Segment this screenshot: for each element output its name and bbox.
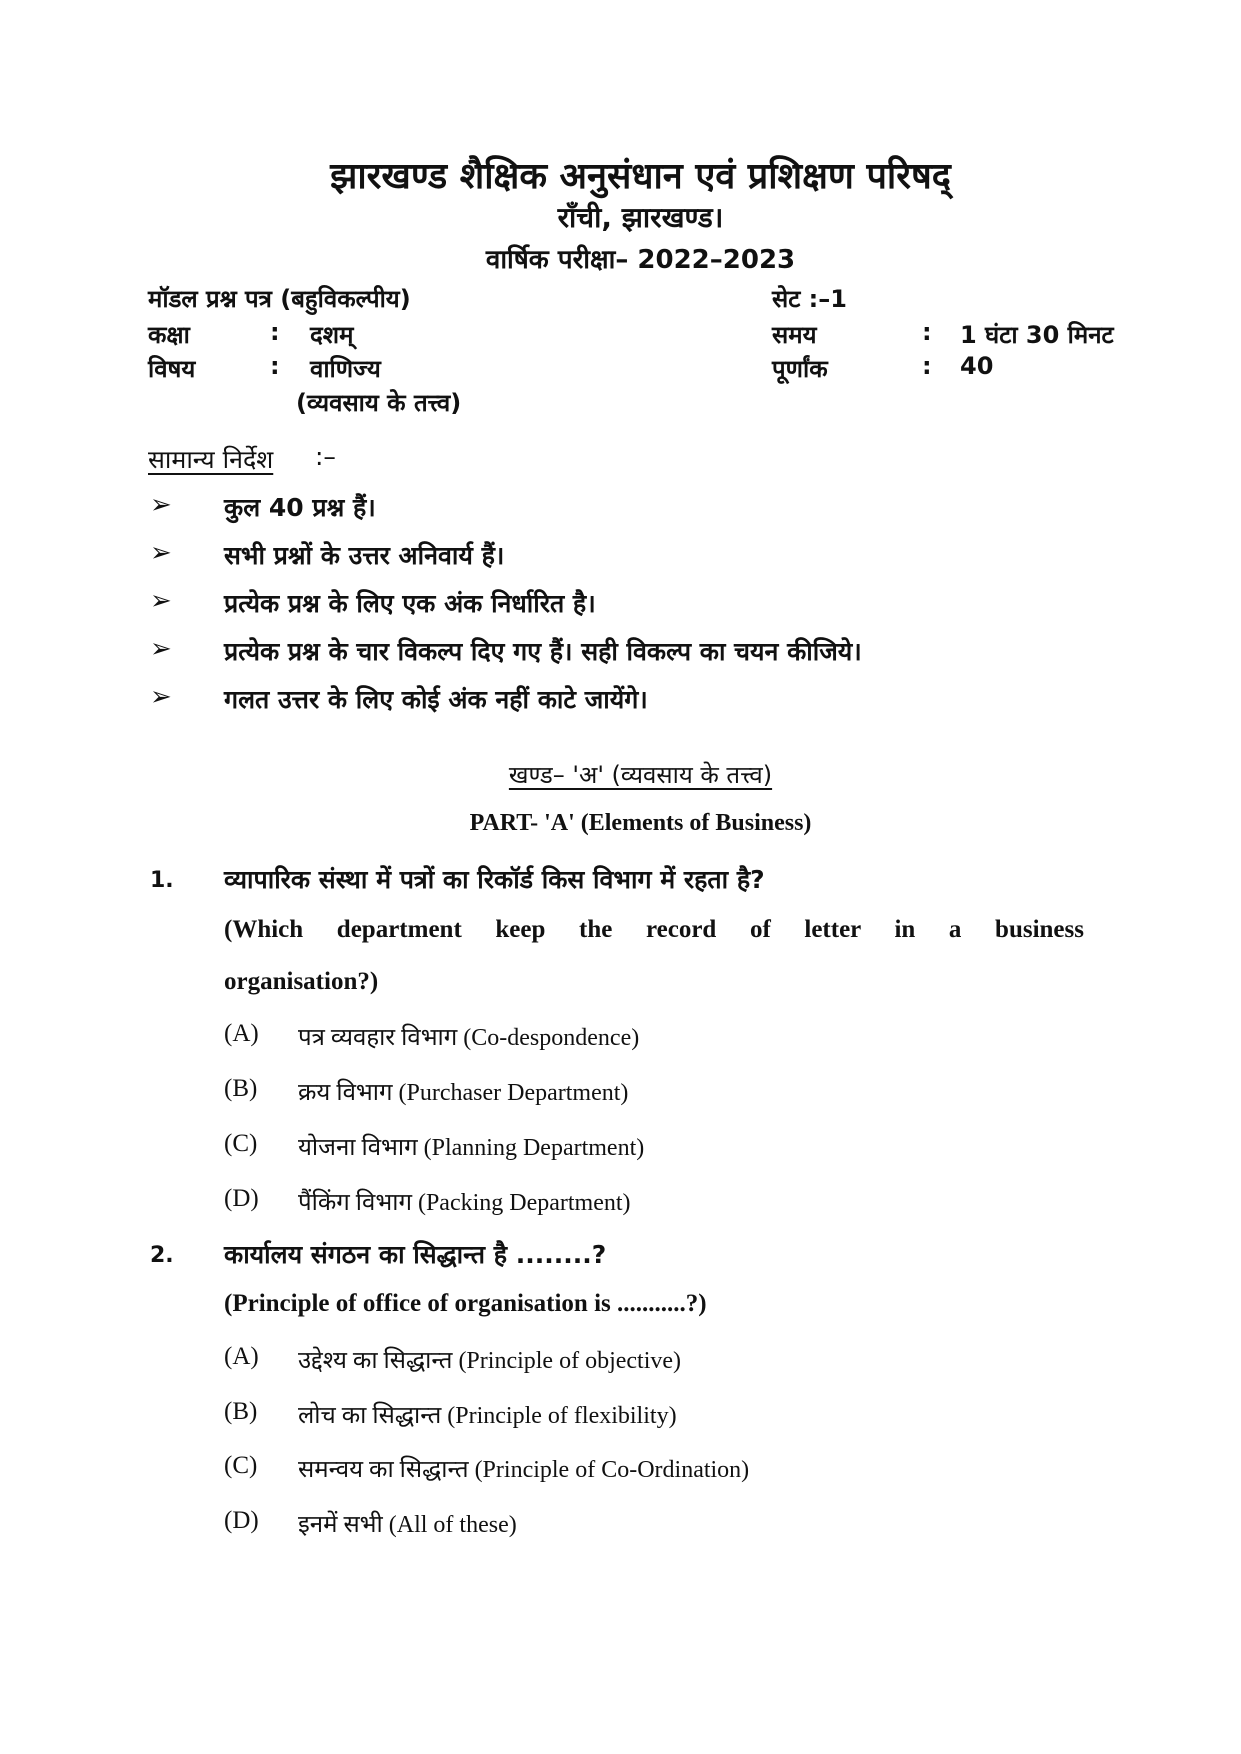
question-text-english: (Which department keep the record of letter in a business xyxy=(224,916,1084,943)
council-title: झारखण्ड शैक्षिक अनुसंधान एवं प्रशिक्षण परिषद् xyxy=(330,156,951,197)
time-value: 1 घंटा 30 मिनट xyxy=(960,321,1114,349)
exam-title: वार्षिक परीक्षा– 2022–2023 xyxy=(485,245,796,275)
option-letter: (B) xyxy=(224,1398,258,1425)
class-value: दशम् xyxy=(310,321,354,349)
question-number: 1. xyxy=(150,868,174,893)
bullet-icon: ➢ xyxy=(150,634,172,664)
time-separator: : xyxy=(922,318,932,346)
option-text: उद्देश्य का सिद्धान्त (Principle of objective) xyxy=(298,1348,682,1374)
bullet-icon: ➢ xyxy=(150,682,172,712)
instruction-item: कुल 40 प्रश्न हैं। xyxy=(224,493,376,522)
subject-label: विषय xyxy=(148,355,196,383)
time-label: समय xyxy=(772,321,817,349)
instructions-heading-suffix: :– xyxy=(315,442,336,471)
marks-label: पूर्णांक xyxy=(772,355,828,383)
instruction-item: प्रत्येक प्रश्न के चार विकल्प दिए गए हैं। सही विकल्प का चयन कीजिये। xyxy=(224,637,862,666)
option-letter: (D) xyxy=(224,1185,259,1212)
option-text: इनमें सभी (All of these) xyxy=(298,1512,517,1538)
bullet-icon: ➢ xyxy=(150,586,172,616)
option-letter: (C) xyxy=(224,1130,258,1157)
subject-separator: : xyxy=(270,352,280,380)
option-text: पत्र व्यवहार विभाग (Co-despondence) xyxy=(298,1025,640,1051)
paper-type: मॉडल प्रश्न पत्र (बहुविकल्पीय) xyxy=(148,285,411,313)
question-text-hindi: व्यापारिक संस्था में पत्रों का रिकॉर्ड किस विभाग में रहता है? xyxy=(224,865,765,894)
section-heading-hindi: खण्ड– 'अ' (व्यवसाय के तत्त्व) xyxy=(508,761,773,789)
instruction-item: गलत उत्तर के लिए कोई अंक नहीं काटे जायेंगे। xyxy=(224,685,648,714)
option-letter: (C) xyxy=(224,1452,258,1479)
section-heading-english: PART- 'A' (Elements of Business) xyxy=(469,810,812,836)
set-number: सेट :–1 xyxy=(772,285,847,313)
instructions-heading: सामान्य निर्देश xyxy=(148,445,274,474)
question-text-english-cont: organisation?) xyxy=(224,968,379,995)
council-location: राँची, झारखण्ड। xyxy=(557,201,724,234)
subject-subtitle: (व्यवसाय के तत्त्व) xyxy=(296,389,462,417)
option-text: लोच का सिद्धान्त (Principle of flexibility) xyxy=(298,1403,677,1429)
marks-value: 40 xyxy=(960,352,994,380)
option-text: क्रय विभाग (Purchaser Department) xyxy=(298,1080,629,1106)
bullet-icon: ➢ xyxy=(150,490,172,520)
question-text-hindi: कार्यालय संगठन का सिद्धान्त है ........? xyxy=(224,1240,607,1269)
option-letter: (A) xyxy=(224,1020,259,1047)
bullet-icon: ➢ xyxy=(150,538,172,568)
option-letter: (B) xyxy=(224,1075,258,1102)
option-text: समन्वय का सिद्धान्त (Principle of Co-Ordination) xyxy=(298,1457,750,1483)
class-separator: : xyxy=(270,318,280,346)
option-letter: (D) xyxy=(224,1507,259,1534)
marks-separator: : xyxy=(922,352,932,380)
option-letter: (A) xyxy=(224,1343,259,1370)
instruction-item: प्रत्येक प्रश्न के लिए एक अंक निर्धारित है। xyxy=(224,589,596,618)
class-label: कक्षा xyxy=(148,321,190,349)
question-text-english: (Principle of office of organisation is ...........?) xyxy=(224,1290,707,1317)
option-text: योजना विभाग (Planning Department) xyxy=(298,1135,645,1161)
question-number: 2. xyxy=(150,1243,174,1268)
instruction-item: सभी प्रश्नों के उत्तर अनिवार्य हैं। xyxy=(224,541,505,570)
option-text: पैंकिंग विभाग (Packing Department) xyxy=(298,1190,631,1216)
subject-value: वाणिज्य xyxy=(310,355,381,383)
